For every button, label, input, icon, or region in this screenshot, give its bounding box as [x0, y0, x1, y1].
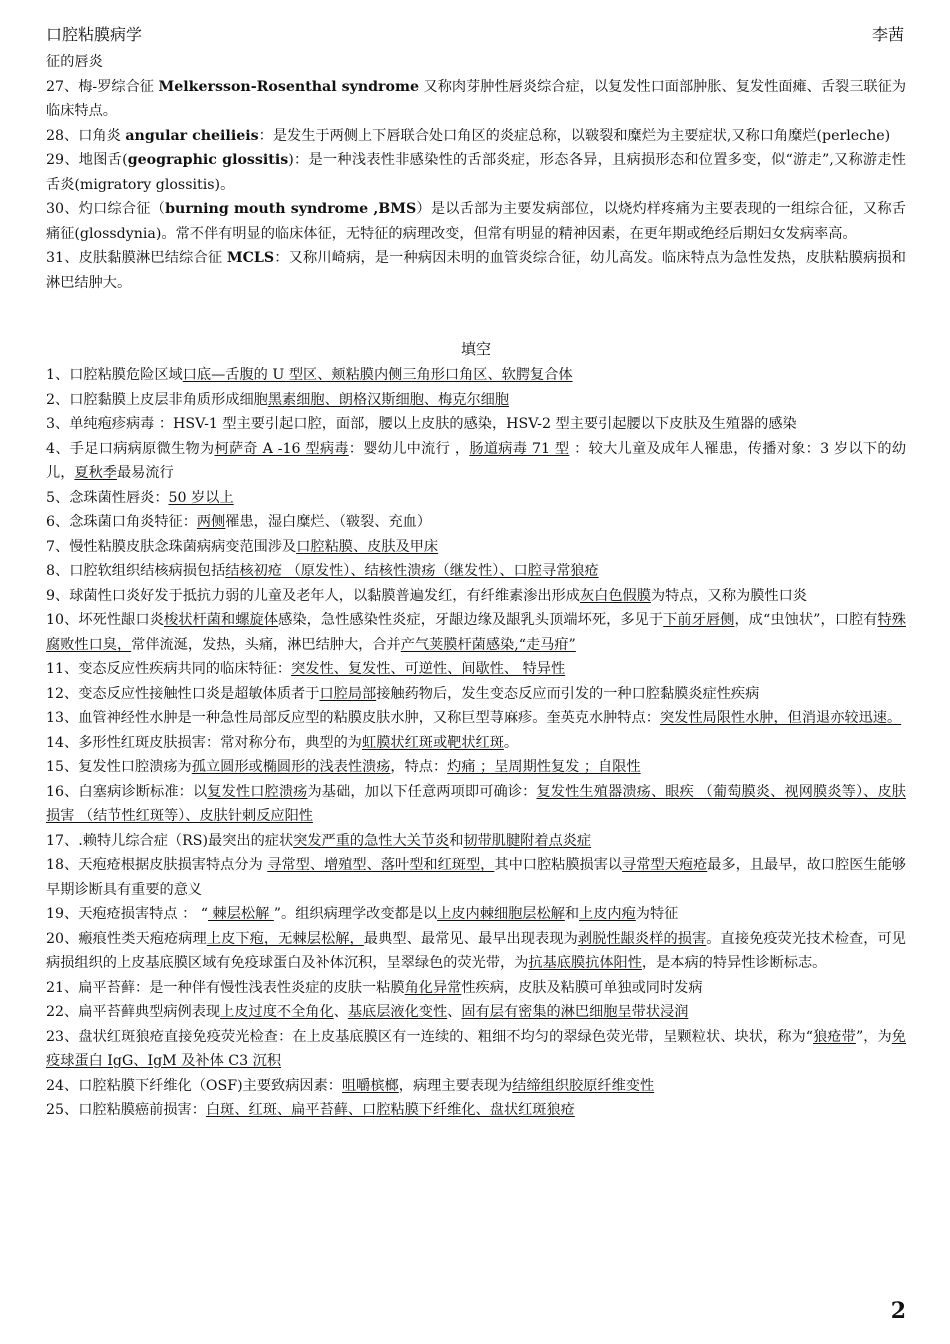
item-text: 8、口腔软组织结核病损包括: [46, 563, 226, 579]
item-text: ，病理主要表现为: [398, 1077, 513, 1094]
item-text: ”，为: [855, 1028, 892, 1045]
item-text: 7、慢性粘膜皮肤念珠菌病病变范围涉及: [46, 538, 297, 555]
answer-text: 上皮内棘细胞层松解: [437, 906, 565, 922]
fill-blank-item: [46, 486, 906, 511]
term-english: Melkersson-Rosenthal syndrome: [158, 78, 420, 95]
item-text: 25、口腔粘膜癌前损害：: [46, 1102, 206, 1118]
definition-item: [46, 197, 906, 246]
item-text: 。直接免疫荧光技术检查，可见病损组织的上皮基底膜区域有免疫球蛋白及补体沉积，呈翠绿色的荧光带，为: [46, 930, 906, 971]
definition-item: [46, 75, 906, 124]
answer-text: 下前牙唇侧: [663, 612, 735, 628]
page-content: [46, 50, 906, 1123]
fill-blank-item: [46, 1000, 906, 1025]
fill-blank-item: [46, 1098, 906, 1123]
item-text: 和: [564, 906, 580, 922]
answer-text: 基底层液化变性: [347, 1004, 448, 1020]
item-text: 其中口腔粘膜损害以: [494, 857, 623, 873]
answer-text: 两侧: [196, 514, 226, 530]
answer-text: 免疫球蛋白 IgG、IgM 及补体 C3 沉积: [46, 1028, 906, 1069]
item-text: 30、灼口综合征（: [46, 201, 166, 217]
item-text: 22、扁平苔藓典型病例表现: [46, 1004, 221, 1020]
definition-item: [46, 148, 906, 197]
answer-text: 灼痛 ；呈周期性复发 ；自限性: [447, 759, 641, 775]
fill-blank-item: [46, 535, 906, 560]
answer-text: 孤立圆形或椭圆形的浅表性溃疡: [191, 759, 391, 775]
item-text: 10、坏死性龈口炎: [46, 612, 164, 628]
definition-item: [46, 50, 906, 75]
answer-text: 白斑、红斑、扁平苔藓、口腔粘膜下纤维化、盘状红斑狼疮: [205, 1102, 575, 1118]
item-text: 29、地图舌(: [46, 152, 128, 168]
item-text: 28、口角炎: [46, 127, 126, 144]
item-text: 为基础，加以下任意两项即可确诊：: [307, 783, 537, 800]
fill-blank-item: [46, 657, 906, 682]
answer-text: 寻常型天疱疮: [622, 857, 708, 873]
answer-text: 突发性局限性水肿，但消退亦较迅速。: [659, 710, 902, 726]
item-text: 2、口腔黏膜上皮层非角质形成细胞: [46, 391, 268, 408]
fill-blank-item: [46, 976, 906, 1001]
item-text: ：较大儿童及成年人罹患，传播对象：3 岁以下的幼儿，: [46, 440, 907, 481]
answer-text: 结核初疮 （原发性）、结核性溃疡（继发性）、口腔寻常狼疮: [225, 563, 599, 579]
fill-blank-item: [46, 437, 906, 486]
item-text: 和: [449, 832, 464, 849]
answer-text: 狼疮带: [813, 1028, 856, 1045]
item-text: ：又称川崎病，是一种病因未明的血管炎综合征，幼儿高发。临床特点为急性发热，皮肤粘膜病损和淋巴结肿大。: [46, 250, 906, 291]
definition-item: [46, 246, 906, 295]
term-english: geographic glossitis: [127, 152, 289, 168]
item-text: 。: [503, 734, 519, 751]
item-text: 19、天疱疮损害特点 ： “: [46, 906, 209, 922]
item-text: 、: [333, 1004, 348, 1020]
answer-text: 上皮内疱: [579, 906, 636, 922]
item-text: 1、口腔粘膜危险区域: [46, 367, 183, 383]
item-text: )：是一种浅表性非感染性的舌部炎症，形态各异，且病损形态和位置多变，似“游走”,又称游走性舌炎(migratory glossitis)。: [46, 152, 906, 193]
fill-blank-item: [46, 682, 906, 707]
answer-text: 黑素细胞、朗格汉斯细胞、梅克尔细胞: [267, 391, 510, 408]
answer-text: 夏秋季: [74, 465, 117, 481]
item-text: ”。组织病理学改变都是以: [273, 906, 438, 922]
item-text: 15、复发性口腔溃疡为: [46, 759, 192, 775]
item-text: ，是本病的特异性诊断标志。: [641, 955, 827, 971]
item-text: 18、天疱疮根据皮肤损害特点分为: [46, 857, 268, 873]
answer-text: 复发性口腔溃疡: [207, 783, 308, 800]
item-text: 感染，急性感染性炎症，牙龈边缘及龈乳头顶端坏死，多见于: [278, 612, 664, 628]
term-english: burning mouth syndrome ,BMS: [165, 201, 417, 217]
fill-blank-item: [46, 927, 906, 976]
answer-text: 韧带肌腱附着点炎症: [463, 832, 592, 849]
header-author: 李茜: [871, 25, 904, 44]
item-text: 24、口腔粘膜下纤维化（OSF)主要致病因素：: [46, 1077, 342, 1094]
header-course-title: 口腔粘膜病学: [46, 25, 143, 44]
item-text: 16、白塞病诊断标准：以: [46, 783, 208, 800]
item-text: 23、盘状红斑狼疮直接免疫荧光检查：在上皮基底膜区有一连续的、粗细不均匀的翠绿色荧光带，呈颗粒状、块状，称为“: [46, 1028, 814, 1045]
answer-text: 角化异常: [404, 979, 462, 996]
fill-blank-item: [46, 829, 906, 854]
item-text: 5、念珠菌性唇炎：: [46, 489, 169, 506]
item-text: ，成“虫蚀状”，口腔有: [734, 612, 878, 628]
item-text: 征的唇炎: [46, 54, 103, 70]
answer-text: 口腔局部: [319, 685, 377, 702]
item-text: ，特点：: [390, 759, 448, 775]
fill-blank-item: [46, 1025, 906, 1074]
item-text: ：婴幼儿中流行 ，: [348, 440, 470, 457]
item-text: 6、念珠菌口角炎特征：: [46, 514, 197, 530]
fill-blank-item: [46, 388, 906, 413]
answer-text: 突发性、复发性、可逆性、间歇性、 特异性: [291, 661, 566, 677]
item-text: 17、.赖特儿综合症（RS)最突出的症状: [46, 832, 294, 849]
fill-blank-item: [46, 755, 906, 780]
item-text: ：是发生于两侧上下唇联合处口角区的炎症总称，以皲裂和糜烂为主要症状,又称口角糜烂(perleche): [258, 127, 891, 144]
answer-text: 剥脱性龈炎样的损害: [577, 930, 707, 947]
item-text: 最易流行: [116, 465, 174, 481]
fill-blank-item: [46, 559, 906, 584]
item-text: 14、多形性红斑皮肤损害：常对称分布，典型的为: [46, 734, 362, 751]
item-text: 为特点，又称为膜性口炎: [650, 587, 807, 604]
answer-text: 寻常型、增殖型、落叶型和红斑型，: [267, 857, 495, 873]
answer-text: 咀嚼槟榔: [341, 1077, 399, 1094]
item-text: 、: [447, 1004, 462, 1020]
item-text: 31、皮肤黏膜淋巴结综合征: [46, 250, 227, 266]
term-definitions: [46, 50, 906, 295]
answer-text: 结缔组织胶原纤维变性: [512, 1077, 655, 1094]
answer-text: 口腔粘膜、皮肤及甲床: [296, 538, 439, 555]
answer-text: 上皮过度不全角化: [220, 1004, 334, 1020]
fill-blank-item: [46, 363, 906, 388]
item-text: 接触药物后，发生变态反应而引发的一种口腔黏膜炎症性疾病: [376, 685, 760, 702]
answer-text: 虹膜状红斑或靶状红斑: [362, 734, 504, 751]
item-text: 为特征: [635, 906, 679, 922]
answer-text: 固有层有密集的淋巴细胞呈带状浸润: [461, 1004, 689, 1020]
fill-blank-item: [46, 853, 906, 902]
item-text: 27、梅-罗综合征: [46, 78, 159, 95]
fill-blank-item: [46, 706, 906, 731]
item-text: 常伴流涎，发热，头痛，淋巴结肿大，合并: [131, 636, 401, 653]
answer-text: 柯萨奇 A -16 型病毒: [214, 440, 349, 457]
item-text: 21、扁平苔藓：是一种伴有慢性浅表性炎症的皮肤一粘膜: [46, 979, 405, 996]
item-text: 性疾病，皮肤及粘膜可单独或同时发病: [461, 979, 703, 996]
answer-text: 产气荚膜杆菌感染,“走马疳”: [400, 636, 576, 653]
item-text: 12、变态反应性接触性口炎是超敏体质者于: [46, 685, 320, 702]
answer-text: 特殊腐败性口臭，: [46, 612, 906, 653]
item-text: 20、瘢痕性类天疱疮病理: [46, 930, 207, 947]
item-text: 11、变态反应性疾病共同的临床特征：: [46, 661, 292, 677]
answer-text: 口底—舌腹的 U 型区、颊粘膜内侧三角形口角区、软腭复合体: [182, 367, 573, 383]
page-number: 2: [890, 1298, 906, 1324]
item-text: 3、单纯疱疹病毒 ：HSV-1 型主要引起口腔，面部，腰以上皮肤的感染，HSV-2 型主要引起腰以下皮肤及生殖器的感染: [46, 416, 797, 432]
fill-blank-item: [46, 731, 906, 756]
answer-text: 复发性生殖器溃疡、眼疾 （葡萄膜炎、视网膜炎等）、皮肤损害 （结节性红斑等）、皮肤针刺反应阳性: [46, 783, 906, 824]
answer-text: 上皮下疱，无棘层松解，: [206, 930, 364, 947]
fill-blank-item: [46, 902, 906, 927]
answer-text: 50 岁以上: [168, 489, 234, 506]
definition-item: [46, 124, 906, 149]
item-text: 13、血管神经性水肿是一种急性局部反应型的粘膜皮肤水肿，又称巨型荨麻疹。奎英克水肿特点：: [46, 710, 660, 726]
fill-blank-item: [46, 412, 906, 437]
answer-text: 梭状杆菌和螺旋体: [163, 612, 279, 628]
item-text: 又称肉芽肿性唇炎综合症，以复发性口面部肿胀、复发性面瘫、舌裂三联征为临床特点。: [46, 78, 907, 119]
page-header: [46, 22, 904, 44]
item-text: 4、手足口病病原微生物为: [46, 440, 215, 457]
answer-text: 棘层松解: [208, 906, 274, 922]
term-english: MCLS: [226, 250, 275, 266]
fill-blank-item: [46, 780, 906, 829]
item-text: 最多，且最早，故口腔医生能够早期诊断具有重要的意义: [46, 857, 906, 898]
answer-text: 肠道病毒 71 型: [469, 440, 570, 457]
item-text: 最典型、最常见、最早出现表现为: [363, 930, 578, 947]
answer-text: 抗基底膜抗体阳性: [528, 955, 642, 971]
term-english: angular cheilieis: [125, 127, 259, 144]
answer-text: 突发严重的急性大关节炎: [293, 832, 450, 849]
fill-blank-item: [46, 584, 906, 609]
item-text: 罹患，湿白糜烂、（皲裂、充血）: [225, 514, 432, 530]
item-text: ）是以舌部为主要发病部位，以烧灼样疼痛为主要表现的一组综合征，又称舌痛征(glossdynia)。常不伴有明显的临床体征，无特征的病理改变，但常有明显的精神因素，在更年期或绝经后期妇女发病率高。: [46, 201, 906, 242]
fill-blank-item: [46, 608, 906, 657]
item-text: 9、球菌性口炎好发于抵抗力弱的儿童及老年人，以黏膜普遍发红，有纤维素渗出形成: [46, 587, 580, 604]
section-title: 填空: [460, 340, 491, 358]
fill-blank-list: [46, 363, 906, 1123]
fill-blank-item: [46, 1074, 906, 1099]
answer-text: 灰白色假膜: [579, 587, 651, 604]
fill-blank-item: [46, 510, 906, 535]
